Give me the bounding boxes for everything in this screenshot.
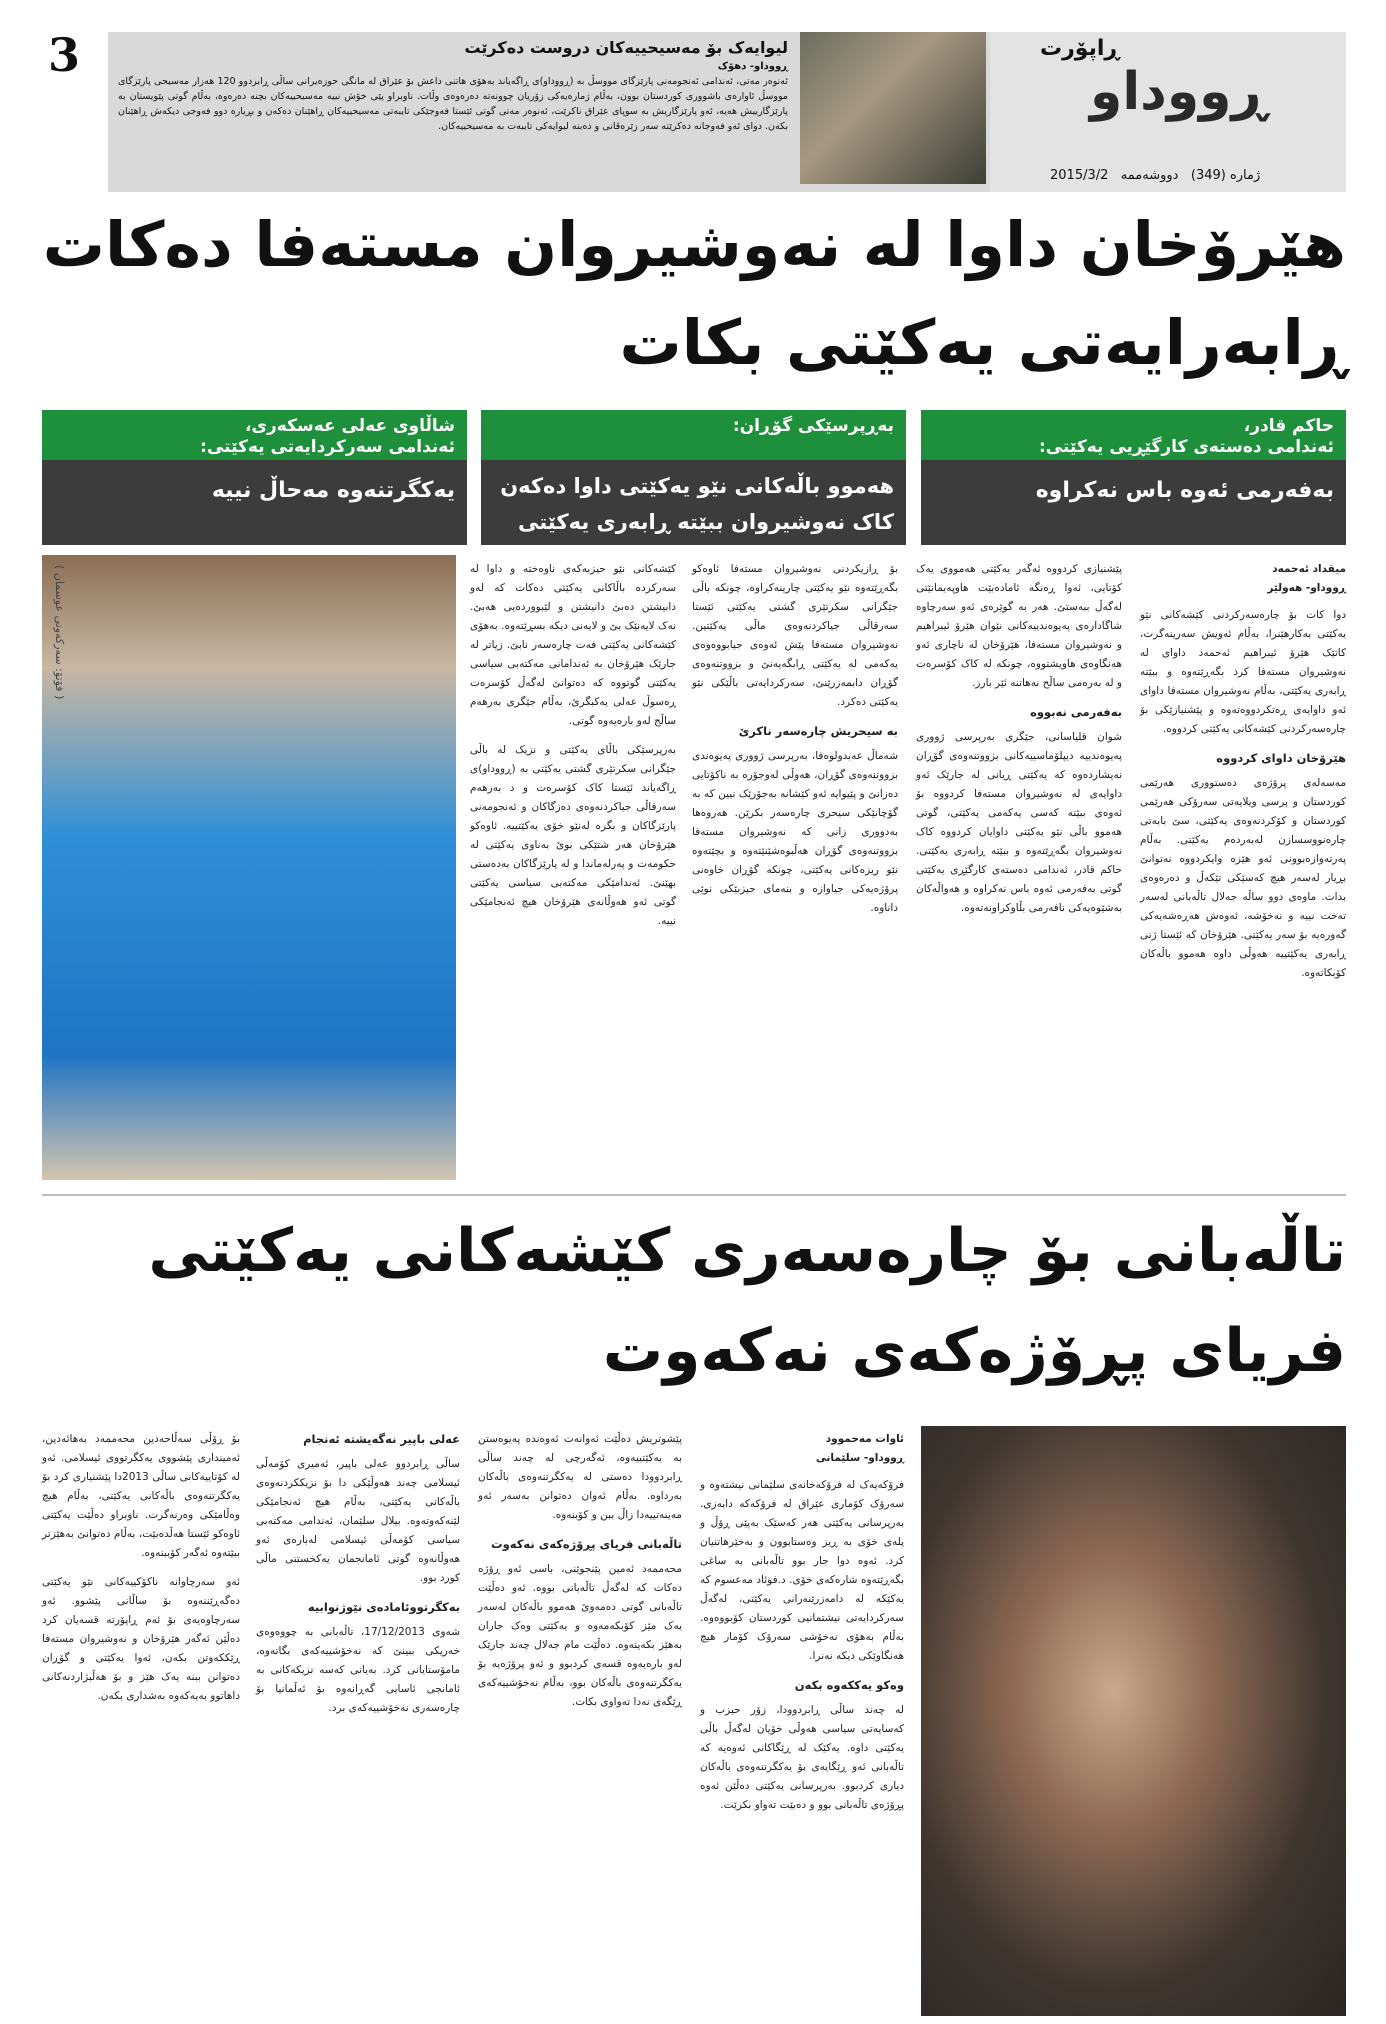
- second-headline-line2: فریای پڕۆژەکەی نەکەوت: [602, 1316, 1346, 1386]
- article1-subhead1: هێرۆخان داوای کردووە: [1216, 751, 1346, 765]
- article2-subhead-ali-bapir: عەلی باپیر نەگەیشتە ئەنجام: [303, 1432, 460, 1446]
- quote-box-quote: بەفەرمی ئەوە باس نەکراوە: [921, 460, 1346, 545]
- quote-box-label: بەڕپرسێکی گۆڕان:: [481, 410, 906, 460]
- issue-day: دووشەممە: [1120, 168, 1179, 183]
- article1-col2: [916, 560, 1122, 918]
- article2-col1: [700, 1430, 904, 1815]
- page-number: 3: [48, 28, 81, 82]
- article1-col2-text: پێشنیازی کردووە ئەگەر یەکێتی هەمووی یەک کۆتایی، ئەوا ڕەنگە ئامادەبێت هاوپەیمانێتی لەگەڵ ببەستێ. هەر بە گوێرەی ئەو سەرچاوە شاگادارەی پەیوەندییەکانی نێوان هێرۆ ئیبراهیم و نەوشیروان مستەفا، هێرۆخان لە ناچاری ئەو هەنگاوەی هاویشتووە، چونکە لە کاک کۆسرەت و لە بەرەمی ساڵح نەهاتنە ئێر بارز.: [916, 563, 1122, 689]
- section-divider: [42, 1194, 1346, 1196]
- article2-byline: ئاوات مەحموود ڕووداو- سلێمانی: [815, 1433, 904, 1464]
- quote-box-label: حاکم قادر، ئەندامی دەستەی کارگێڕیی یەکێتی:: [921, 410, 1346, 460]
- issue-number: ژمارە (349): [1190, 168, 1261, 183]
- hero-khan-photo: [42, 555, 456, 1180]
- article1-col4-text: کێشەکانی نێو حیزبەکەی ناوەختە و داوا لە سەرکردە باڵاکانی یەکێتی دەکات کە لەو دابیشتن دەبێ دانیشتن و لێبووردەیی هەبێ. نەک لایەنێک بێ و لایەنی دیکە بسڕێتەوە. بەهۆی کێشەکانی یەکێتی فەت چارەسەر نابێ. زیاتر لە جارێک هێرۆخان بە ئەندامانی مەکتەبی سیاسی یەکێتی گوتووە کە دەتوانێ لەگەڵ کۆسرەت ڕەسوڵ عەلی یەکبگرێ، بەڵام جێگری بەرهەم ساڵح لەو بارەیەوە گوتی.: [470, 563, 676, 727]
- quote-box-quote: یەکگرتنەوە مەحاڵ نییە: [42, 460, 467, 545]
- article1-subhead3: بە سیحریش چارەسەر ناکرێ: [738, 724, 898, 738]
- talabani-photo: [921, 1426, 1346, 2016]
- article1-col4: [470, 560, 676, 931]
- article1-col4b-text: بەرپرسێکی باڵای یەکێتی و نزیک لە باڵی جێگرانی سکرتێری گشتی یەکێتی بە (ڕووداو)ی ڕاگەیاند ئێستا کاک کۆسرەت و د بەرهەم سەرقاڵی جیاکردنەوەی دەزگاکان و ئەنجومەنی پارێزگاکان و بگرە لەنێو خۆی یەکێتییە. ئاوەکو هێرۆخان هەر شتێکی بوێ بەناوی یەکێتی لە حکومەت و پەرلەماندا و لە پارێزگاکان بەدەستی بهێنێ. ئەندامێکی مەکتەبی سیاسی یەکێتی گوتی ئەو هەوڵانەی هێرۆخان هیچ ئەنجامێکی نییە.: [470, 744, 676, 927]
- article1-subhead2: بەفەرمی نەبووە: [1030, 705, 1122, 719]
- quote-box-shalaw: [42, 410, 467, 545]
- brief-text: ئەنوەر مەتی، ئەندامی ئەنجومەنی پارێزگای مووسڵ بە (ڕووداو)ی ڕاگەیاند بەهۆی هاتنی داعش بۆ عێراق لە مانگی حوزەیرانی ساڵی ڕابردوو 120 هەزار مەسیحی پارێزگای مووسڵ ئاوارەی باشووری کوردستان بوون، بەڵام ژمارەیەکی زۆریان چوونەتە دەرەوەی وڵات. ناوبراو پێی خۆش نییە مەسیحییەکان بچنە دەرەوە، بەڵام گوتی پێویستان بە پارێزگارییش هەیە، ئەو پارێزگاریش بە سوپای عێراق ناکرێت، ئەنوەر مەتی گوتی ئێستا فەوجێکی تایبەتی مەسیحییەکان ڕاهێنان دەکەن و بڕیارە دوو فەوجی دیکەش ڕاهێنان بکەن. دوای ئەو فەوجانە دەکرێتە سەر زێرەڤانی و دەبنە لیوایەکی تایبەت بە مەسیحییەکان.: [118, 76, 788, 132]
- article1-col3: [692, 560, 898, 918]
- article2-col1-text: فرۆکەیەک لە فرۆکەخانەی سلێمانی نیشتەوە و سەرۆک کۆماری عێراق لە فرۆکەکە دابەزی. بەرپرسانی یەکێتی هەر کەسێک بەپێی ڕۆڵ و پلەی خۆی بە ڕیز وەستابوون و بەخێرهاتنیان کرد. ئەوە دوا جار بوو تاڵەبانی بە ساغی بگەڕێتەوە شارەکەی خۆی. د.فوئاد مەعسوم کە یەکێکە لە دامەزرێنەرانی یەکێتی، لەگەڵ سەرکردایەتی نیشتمانیی کوردستان کۆبووەوە. بەڵام بەهۆی نەخۆشی سەرۆک کۆمار هیچ هەنگاوێکی دیکە نەنرا.: [700, 1479, 904, 1662]
- article1-col2b-text: شوان قلیاسانی، جێگری بەرپرسی ژووری پەیوەندییە دیپلۆماسییەکانی بزووتنەوەی گۆڕان نەیشاردەوە کە یەکێتی ڕیانی لە جارێک ئەو داوایەی لە نەوشیروان مستەفا کردووە بۆ ئەوەی ببێتە کەسی یەکەمی یەکێتی، گوتی هەموو باڵی نێو یەکێتی داوایان کردووە کاک نەوشیروان بگەڕێتەوە و ببێتە ڕابەری یەکێتی. حاکم قادر، ئەندامی دەستەی کارگێڕی یەکێتی گوتی بەفەرمی ئەوە باس نەکراوە و هەواڵەکان بەشێوەیەکی نافەرمی بڵاوکراونەتەوە.: [916, 731, 1122, 914]
- article2-subhead3: بەکگرتووئامادەی نێوژنوابیە: [307, 1600, 460, 1614]
- article2-col4-text: بۆ ڕۆڵی سەڵاحەدین محەممەد بەهائەدین، ئەمینداری پێشووی یەکگرتووی ئیسلامی. ئەو لە کۆتاییەکانی ساڵی 2013دا پێشنیاری کرد بۆ یەکگرتنەوەی باڵەکانی یەکێتی، بەڵام هیچ وەڵامێکی وەرنەگرت. ناوبراو دەڵێت یەکێتی ئاوەکو ئێستا هەڵدەبێت، بەڵام دەتوانێ بەهێزتر ببێتەوە ئەگەر کۆببنەوە.: [42, 1433, 240, 1559]
- brief-byline: ڕووداو- دهۆک: [717, 61, 788, 72]
- article1-col3-text: بۆ ڕازیکردنی نەوشیروان مستەفا ئاوەکو بگەڕێتەوە نێو یەکێتی چارینەکراوە، چونکە باڵی جێگرانی سکرتێری گشتی یەکێتی ئێستا سەرقاڵی جیاکردنەوەی ماڵی یەکێتین. نەوشیروان مستەفا پێش ئەوەی جیابووەوەی یەکەمی لە یەکێتی ڕابگەیەنێ و بزووتنەوەی گۆڕان دابمەزرێنێ، سەرکردایەتی باڵێکی نێو یەکێتی دەکرد.: [692, 563, 898, 708]
- article2-subhead2: تاڵەبانی فریای پڕۆژەکەی نەکەوت: [491, 1537, 682, 1551]
- article1-col1: [1140, 560, 1346, 983]
- article1-byline: میقداد ئەحمەد ڕووداو- هەولێر: [1267, 563, 1346, 594]
- quote-box-quote: هەموو باڵەکانی نێو یەکێتی داوا دەکەن کاک نەوشیروان ببێتە ڕابەری یەکێتی: [481, 460, 906, 545]
- brief-headline: لیوایەک بۆ مەسیحییەکان دروست دەکرێت: [464, 38, 788, 57]
- issue-date: 2015/3/2: [1050, 168, 1109, 183]
- second-headline-line1: تاڵەبانی بۆ چارەسەری کێشەکانی یەکێتی: [148, 1216, 1346, 1286]
- quote-box-hakim-qadir: [921, 410, 1346, 545]
- article2-subhead1: وەکو یەککەوە بکەن: [794, 1678, 904, 1692]
- main-headline-line2: ڕابەرایەتی یەکێتی بکات: [619, 306, 1346, 379]
- article2-col2b-text: محەممەد ئەمین پێنجوێنی، باسی ئەو ڕۆژە دەکات کە لەگەڵ تاڵەبانی بووە. ئەو دەڵێت تاڵەبانی گوتی دەمەوێ هەموو باڵەکان لەسەر یەک مێز کۆبکەمەوە و یەکێتی وەک جاران بەهێز بکەینەوە. دەڵێت مام جەلال چەند جارێک لەو بارەیەوە قسەی کردبوو و ئەو پرۆژەیە بۆ یەکگرتنەوەی باڵەکان بوو، بەڵام نەخۆشییەکەی ڕێگەی نەدا تەواوی بکات.: [478, 1563, 682, 1708]
- rudaw-logo: ڕووداو: [1090, 62, 1267, 122]
- article2-col3b-text: شەوی 17/12/2013، تاڵەبانی بە چووەوەی خەریکی ببینێ کە نەخۆشییەکەی بگاتەوە، مامۆستایانی کرد. بەیانی کەسە نزیکەکانی بە ئامانجی ئاسایی گەڕانەوە بۆ ئەڵمانیا بۆ چارەسەری نەخۆشییەکەی برد.: [256, 1626, 460, 1714]
- article2-col2: [478, 1430, 682, 1712]
- brief-photo: [800, 32, 986, 184]
- article2-col4b-text: ئەو سەرچاوانە ناکۆکییەکانی نێو یەکێتی دەگەڕێننەوە بۆ ساڵانی پێشوو. ئەو سەرچاوەیەی بۆ ئەم ڕاپۆرتە قسەیان کرد دەڵێن ئەگەر هێرۆخان و نەوشیروان مستەفا ڕێککەوتن بکەن، ئەوا یەکێتی و گۆڕان دەتوانن ببنە یەک هێز و بۆ هەڵبژاردنەکانی داهاتوو بەیەکەوە بەشداری بکەن.: [42, 1576, 240, 1702]
- news-brief: [114, 36, 794, 186]
- section-label: ڕاپۆرت: [1040, 36, 1120, 61]
- issue-info: [1050, 168, 1260, 183]
- article2-col3a-text: ساڵی ڕابردوو عەلی باپیر، ئەمیری کۆمەڵی ئیسلامی چەند هەوڵێکی دا بۆ نزیککردنەوەی باڵەکانی یەکێتی، بەڵام هیچ ئەنجامێکی لێنەکەوتەوە. بیلال سلێمان، ئەندامی مەکتەبی سیاسی کۆمەڵی ئیسلامی لەبارەی ئەو هەوڵانەوە گوتی ئامانجمان یەکخستنی ماڵی کورد بوو.: [256, 1458, 460, 1584]
- article2-col3: [256, 1430, 460, 1718]
- main-headline-line1: هێرۆخان داوا لە نەوشیروان مستەفا دەکات: [42, 208, 1346, 281]
- article2-col4: [42, 1430, 240, 1706]
- article1-col1b-text: مەسەلەی پرۆژەی دەستووری هەرێمی کوردستان و پرسی ویلایەتی سەرۆکی هەرێمی کوردستان و کۆکردنەوەی یەکێتی، سێ بابەتی چارەنووسسازن لەبەردەم یەکێتی. بەڵام پەرتەوازەبوونی ئەو هێزە وایکردووە نەتوانێ بڕیار لەسەر هیچ کەسێکی تێکەڵ و دەرەوەی بدات. ماوەی دوو ساڵە جەلال تاڵەبانی لەسەر تەخت نییە و نەخۆشە، ئەوەش هەڕەشەیەکی گەورەیە بۆ سەر یەکێتی. هێرۆخان کە ئێستا ژنی ڕابەری یەکێتییە هەوڵی داوە هەموو باڵەکان کۆبکاتەوە.: [1140, 777, 1346, 979]
- article2-col1b-text: لە چەند ساڵی ڕابردوودا، زۆر حیزب و کەسایەتی سیاسی هەوڵی خۆیان لەگەڵ باڵی یەکێتی داوە. یەکێک لە ڕێگاکانی ئەوەیە کە تاڵەبانی ئەو ڕێگایەی بۆ یەکگرتنەوەی باڵەکان دیاری کردبوو. بەرپرسانی یەکێتی دەڵێن ئەوە پڕۆژەی تاڵەبانی بوو و دەبێت تەواو بکرێت.: [700, 1704, 904, 1811]
- article1-col1-text: دوا کات بۆ چارەسەرکردنی کێشەکانی نێو یەکێتی بەکارهێنرا، بەڵام ئەویش سەرینەگرت، کاتێک هێرۆ ئیبراهیم ئەحمەد داوای لە نەوشیروان مستەفا کرد بگەڕێتەوە و ببێتە ڕابەری یەکێتی، بەڵام نەوشیروان مستەفا داوای ئەو داوایەی ڕەتکردووەتەوە و پێشنیازێکی بۆ چارەسەرکردنی کێشەکانی یەکێتی کردووە.: [1140, 609, 1346, 735]
- quote-box-label: شاڵاوی عەلی عەسکەری، ئەندامی سەرکردایەتی یەکێتی:: [42, 410, 467, 460]
- article2-col2-text: پێشوتریش دەڵێت ئەوانەت ئەوەندە پەیوەستن بە یەکێتییەوە، ئەگەرچی لە چەند ساڵی ڕابردوودا دەستی لە یەکگرتنەوەی باڵەکان بەرداوە. بەڵام ئەوان دەتوانن بەسەر ئەو مەینەتییەدا زاڵ ببن و کۆبنەوە.: [478, 1433, 682, 1521]
- photo-caption: ( فۆتۆ: سەرکەوتی عوسمان ): [53, 565, 66, 700]
- quote-box-gorran: [481, 410, 906, 545]
- article1-col3b-text: شەماڵ عەبدولوەفا، بەرپرسی ژووری پەیوەندی بزووتنەوەی گۆڕان، هەوڵی لەوجۆرە بە ناکۆتایی دەزانێ و پێیوایە ئەو کێشانە بەجۆرێک نیین کە بە گۆچانێکی سیحری چارەسەر بکرێن. هەروەها بەدووری زانی کە نەوشیروان مستەفا بزووتنەوەی گۆڕان هەڵبوەشێنێتەوە و بچێتەوە نێو ریزەکانی یەکێتی، چونکە گۆڕان خاوەنی پرۆژەیەکی جیاوازە و بنەمای حیزبێکی نوێی داناوە.: [692, 750, 898, 914]
